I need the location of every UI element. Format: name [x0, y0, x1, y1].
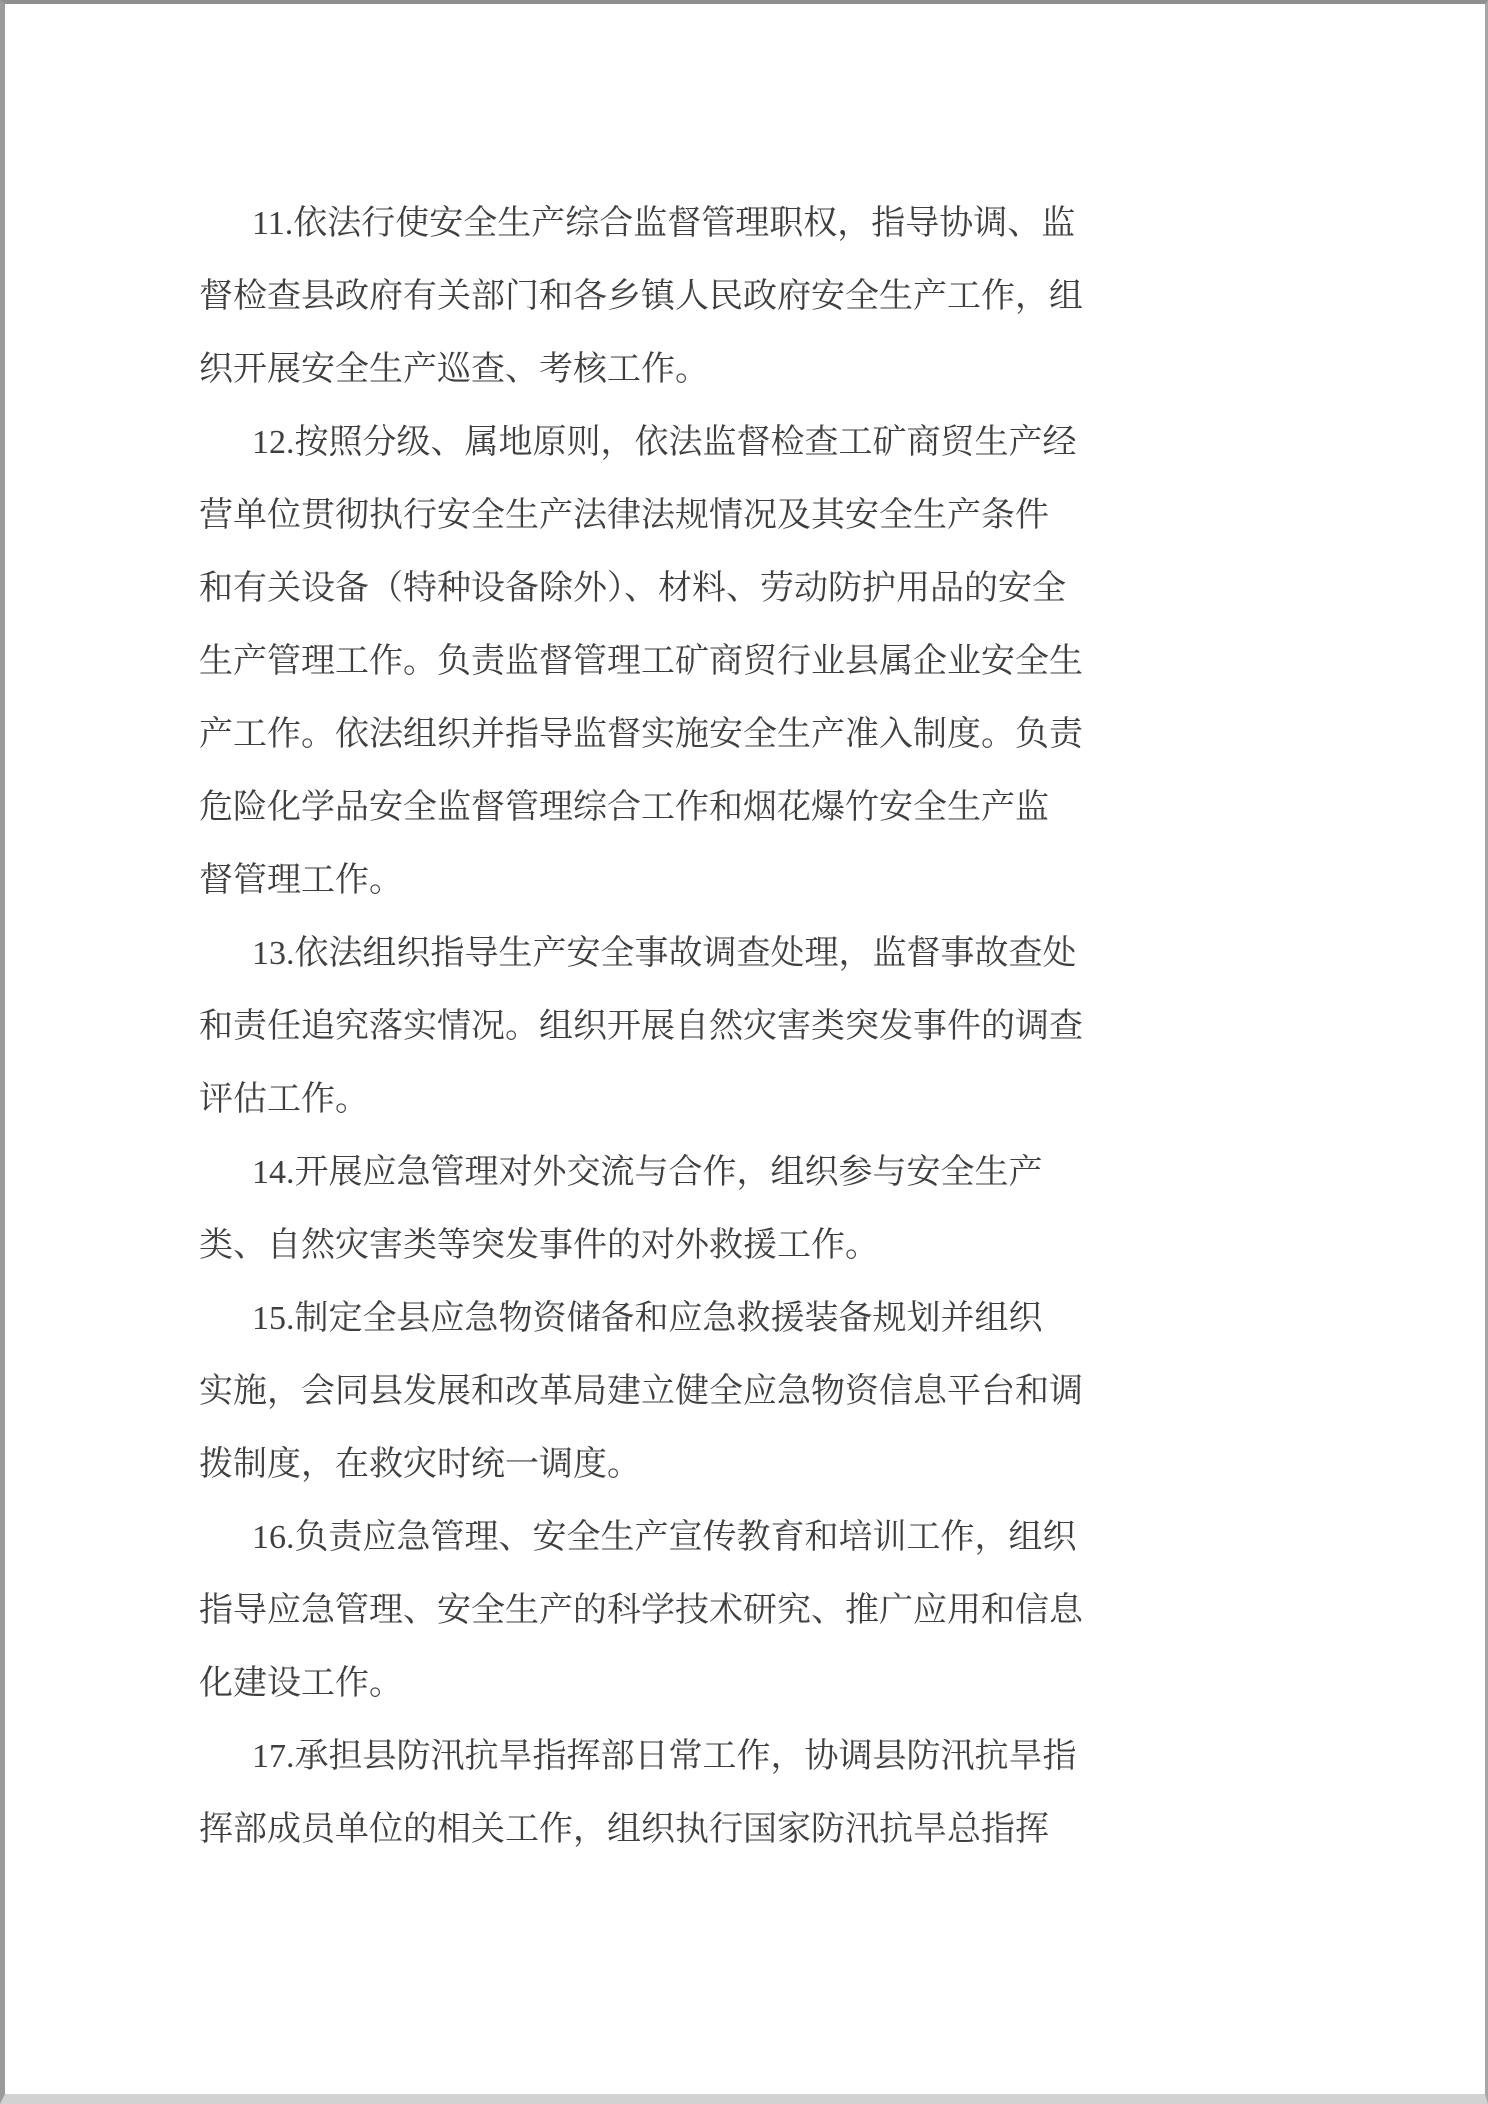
text-line: 指导应急管理、安全生产的科学技术研究、推广应用和信息	[199, 1592, 1083, 1629]
text-line: 督检查县政府有关部门和各乡镇人民政府安全生产工作，组	[199, 278, 1083, 315]
text-line: 拨制度，在救灾时统一调度。	[199, 1446, 641, 1483]
text-line: 14.开展应急管理对外交流与合作，组织参与安全生产	[252, 1154, 1043, 1191]
paragraph	[199, 1282, 1085, 1501]
text-line: 12.按照分级、属地原则，依法监督检查工矿商贸生产经	[252, 424, 1077, 461]
paragraph	[199, 917, 1085, 1136]
text-line: 织开展安全生产巡查、考核工作。	[199, 351, 709, 388]
text-line: 13.依法组织指导生产安全事故调查处理，监督事故查处	[252, 935, 1077, 972]
text-line: 和有关设备（特种设备除外）、材料、劳动防护用品的安全	[199, 570, 1066, 607]
text-line: 产工作。依法组织并指导监督实施安全生产准入制度。负责	[199, 716, 1083, 753]
paragraph	[199, 187, 1085, 406]
text-line: 危险化学品安全监督管理综合工作和烟花爆竹安全生产监	[199, 789, 1049, 826]
text-line: 营单位贯彻执行安全生产法律法规情况及其安全生产条件	[199, 497, 1049, 534]
paragraph	[199, 1136, 1085, 1282]
document-body	[199, 187, 1085, 1866]
text-line: 类、自然灾害类等突发事件的对外救援工作。	[199, 1227, 879, 1264]
text-line: 生产管理工作。负责监督管理工矿商贸行业县属企业安全生	[199, 643, 1083, 680]
text-line: 评估工作。	[199, 1081, 369, 1118]
text-line: 督管理工作。	[199, 862, 403, 899]
paragraph	[199, 1720, 1085, 1866]
text-line: 和责任追究落实情况。组织开展自然灾害类突发事件的调查	[199, 1008, 1083, 1045]
text-line: 化建设工作。	[199, 1665, 403, 1702]
text-line: 实施，会同县发展和改革局建立健全应急物资信息平台和调	[199, 1373, 1083, 1410]
text-line: 16.负责应急管理、安全生产宣传教育和培训工作，组织	[252, 1519, 1077, 1556]
text-line: 17.承担县防汛抗旱指挥部日常工作，协调县防汛抗旱指	[252, 1738, 1077, 1775]
text-line: 挥部成员单位的相关工作，组织执行国家防汛抗旱总指挥	[199, 1811, 1049, 1848]
text-line: 15.制定全县应急物资储备和应急救援装备规划并组织	[252, 1300, 1043, 1337]
text-line: 11.依法行使安全生产综合监督管理职权，指导协调、监	[252, 205, 1076, 242]
paragraph	[199, 1501, 1085, 1720]
paragraph	[199, 406, 1085, 917]
